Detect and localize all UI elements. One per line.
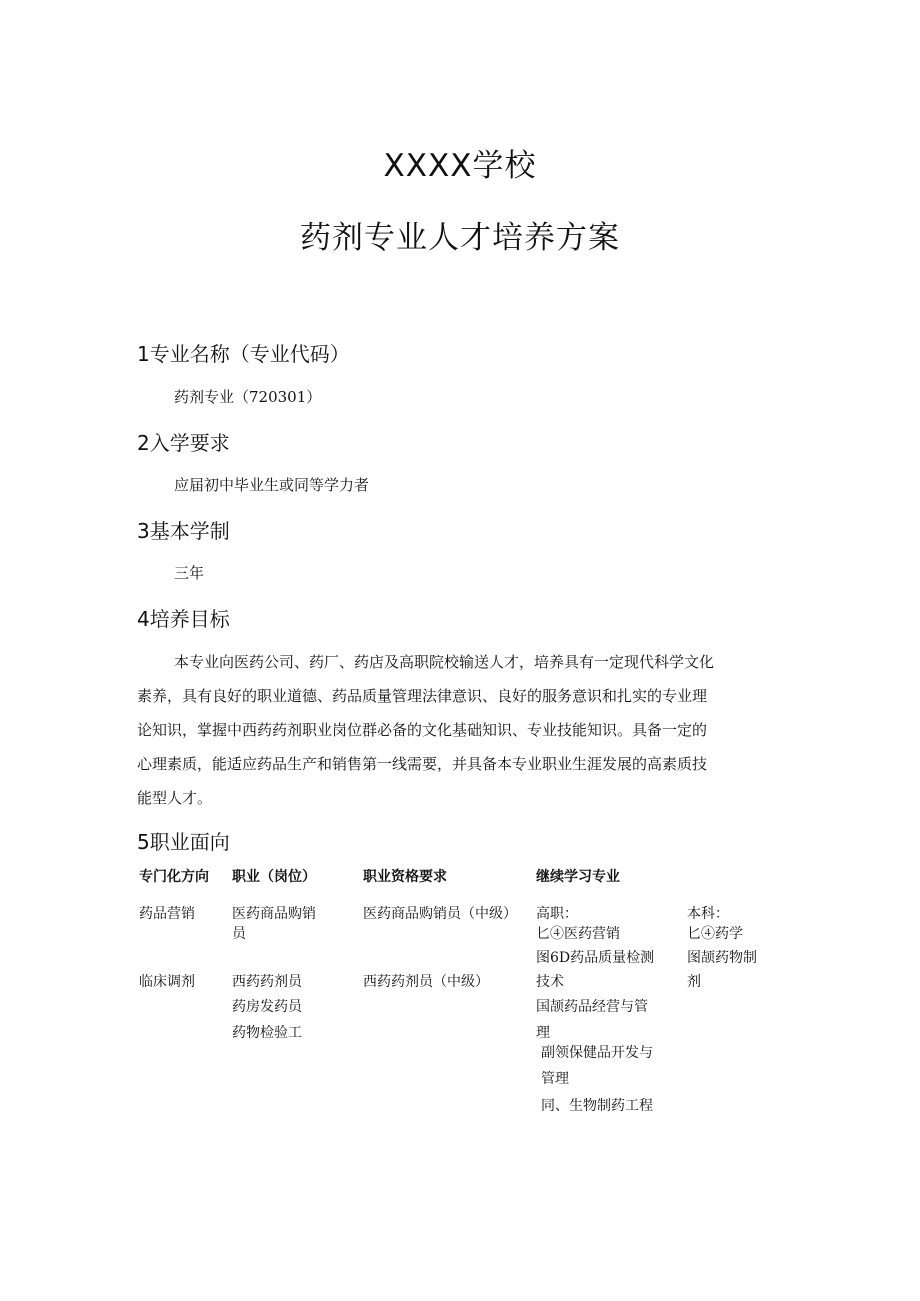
further-study-line: 国颉药品经营与管 xyxy=(536,999,648,1015)
objective-line-1: 本专业向医药公司、药厂、药店及高职院校输送人才，培养具有一定现代科学文化 xyxy=(174,653,715,671)
duration-text: 三年 xyxy=(174,564,205,582)
further-study-line: 副领保健品开发与 xyxy=(541,1045,653,1061)
table-cell-job: 西药药剂员 xyxy=(232,974,302,990)
objective-line-2: 素养，具有良好的职业道德、药品质量管理法律意识、良好的服务意识和扎实的专业理 xyxy=(137,687,708,705)
objective-line-3: 论知识，掌握中西药药剂职业岗位群必备的文化基础知识、专业技能知识。具备一定的 xyxy=(137,721,708,739)
school-title: XXXX学校 xyxy=(383,148,537,184)
further-study-line: 理 xyxy=(536,1025,550,1041)
further-study-line: 匕④药学 xyxy=(687,926,743,942)
table-cell-job: 医药商品购销 xyxy=(232,906,316,922)
section-heading-admission: 2入学要求 xyxy=(137,431,230,455)
column-header-further-study: 继续学习专业 xyxy=(536,869,620,885)
further-study-line: 技术 xyxy=(536,974,564,990)
section-heading-major-name: 1专业名称（专业代码） xyxy=(137,342,350,366)
further-study-line: 图6D药品质量检测 xyxy=(536,950,655,966)
further-study-line: 高职： xyxy=(536,906,578,922)
major-name-text: 药剂专业（720301） xyxy=(174,388,322,406)
table-cell-job: 药房发药员 xyxy=(232,999,302,1015)
further-study-line: 本科： xyxy=(687,906,729,922)
plan-title: 药剂专业人才培养方案 xyxy=(300,220,620,256)
section-heading-objective: 4培养目标 xyxy=(137,607,230,631)
table-cell-job: 药物检验工 xyxy=(232,1025,302,1041)
objective-line-4: 心理素质，能适应药品生产和销售第一线需要，并具备本专业职业生涯发展的高素质技 xyxy=(137,755,708,773)
table-cell-direction: 药品营销 xyxy=(139,906,195,922)
admission-text: 应届初中毕业生或同等学力者 xyxy=(174,476,370,494)
table-cell-qualification: 西药药剂员（中级） xyxy=(363,974,489,990)
objective-line-5: 能型人才。 xyxy=(137,789,213,807)
section-heading-career: 5职业面向 xyxy=(137,830,230,854)
further-study-line: 匕④医药营销 xyxy=(536,926,620,942)
column-header-qualification: 职业资格要求 xyxy=(363,869,447,885)
column-header-direction: 专门化方向 xyxy=(139,869,209,885)
table-cell-qualification: 医药商品购销员（中级） xyxy=(363,906,517,922)
section-heading-duration: 3基本学制 xyxy=(137,519,230,543)
column-header-job: 职业（岗位） xyxy=(232,869,316,885)
further-study-line: 剂 xyxy=(687,974,701,990)
table-cell-direction: 临床调剂 xyxy=(139,974,195,990)
table-cell-job: 员 xyxy=(232,926,246,942)
further-study-line: 图颉药物制 xyxy=(687,950,757,966)
further-study-line: 同、生物制药工程 xyxy=(541,1098,653,1114)
further-study-line: 管理 xyxy=(541,1071,569,1087)
